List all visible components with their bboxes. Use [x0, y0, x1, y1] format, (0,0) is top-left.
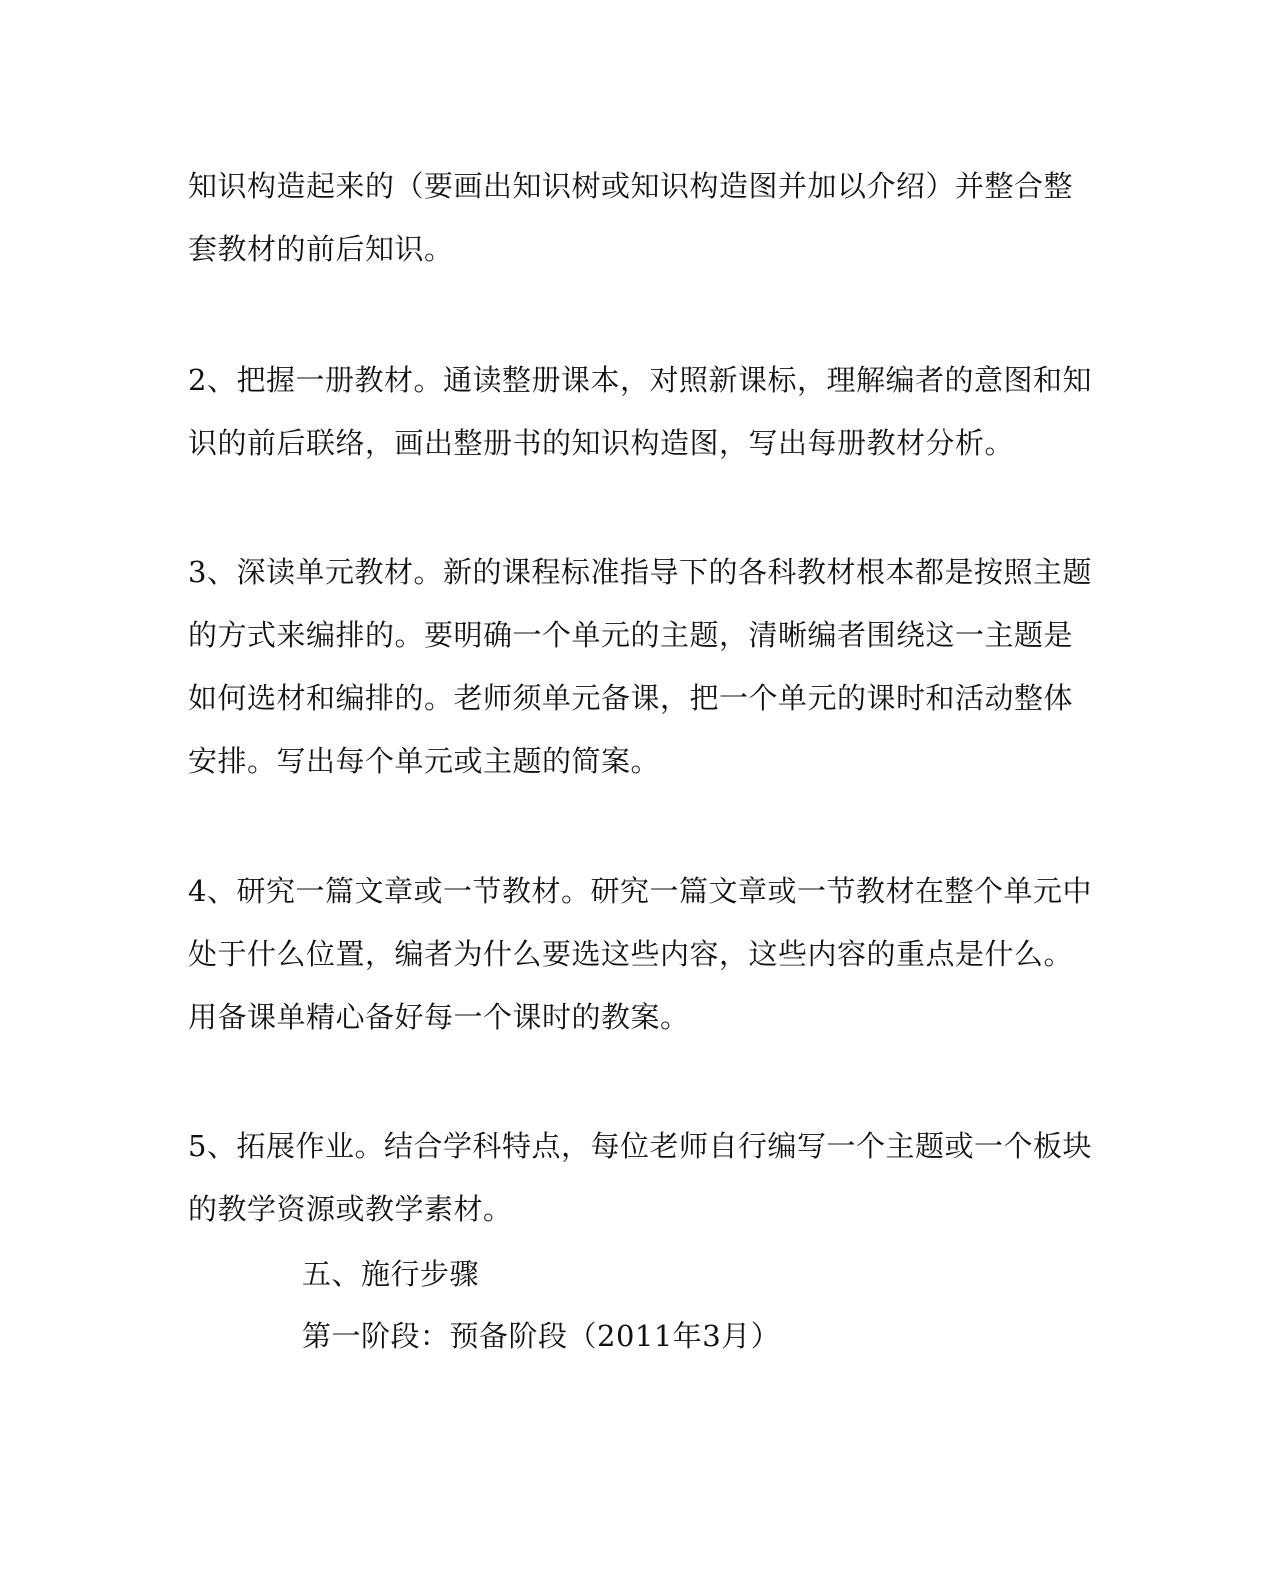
paragraph-2-line-1: 2、把握一册教材。通读整册课本，对照新课标，理解编者的意图和知: [188, 363, 1092, 397]
paragraph-5-line-2: 的教学资源或教学素材。: [188, 1192, 513, 1226]
paragraph-4-line-3: 用备课单精心备好每一个课时的教案。: [188, 1000, 690, 1034]
paragraph-3-line-2: 的方式来编排的。要明确一个单元的主题，清晰编者围绕这一主题是: [188, 618, 1074, 652]
paragraph-3-line-1: 3、深读单元教材。新的课程标准指导下的各科教材根本都是按照主题: [188, 555, 1092, 589]
paragraph-1-line-1: 知识构造起来的（要画出知识树或知识构造图并加以介绍）并整合整: [188, 169, 1074, 203]
section-heading: 五、施行步骤: [302, 1257, 480, 1291]
paragraph-3-line-3: 如何选材和编排的。老师须单元备课，把一个单元的课时和活动整体: [188, 681, 1074, 715]
stage-heading: 第一阶段：预备阶段（2011年3月）: [302, 1319, 781, 1353]
paragraph-4-line-2: 处于什么位置，编者为什么要选这些内容，这些内容的重点是什么。: [188, 937, 1074, 971]
paragraph-4-line-1: 4、研究一篇文章或一节教材。研究一篇文章或一节教材在整个单元中: [188, 874, 1092, 908]
paragraph-2-line-2: 识的前后联络，画出整册书的知识构造图，写出每册教材分析。: [188, 426, 1015, 460]
paragraph-1-line-2: 套教材的前后知识。: [188, 232, 454, 266]
paragraph-3-line-4: 安排。写出每个单元或主题的简案。: [188, 744, 661, 778]
paragraph-5-line-1: 5、拓展作业。结合学科特点，每位老师自行编写一个主题或一个板块: [188, 1129, 1092, 1163]
